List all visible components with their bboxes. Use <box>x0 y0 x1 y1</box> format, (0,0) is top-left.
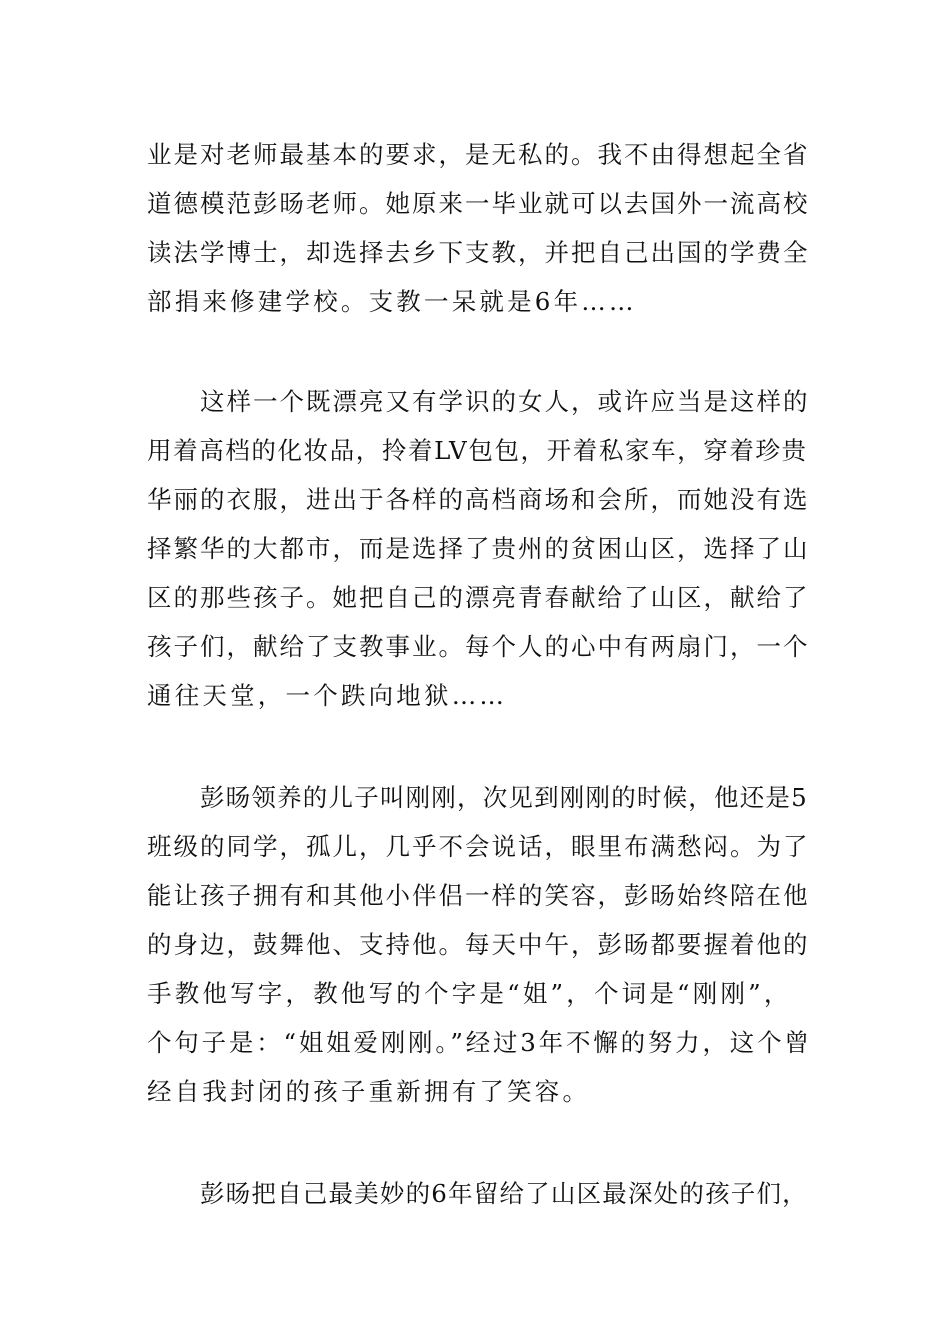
text-line: 彭旸领养的儿子叫刚刚，次见到刚刚的时候，他还是5 <box>200 783 808 812</box>
text-line: 经自我封闭的孩子重新拥有了笑容。 <box>147 1077 591 1106</box>
text-line: 通往天堂，一个跌向地狱…… <box>147 681 508 710</box>
text-line: 的身边，鼓舞他、支持他。每天中午，彭旸都要握着他的 <box>147 930 810 959</box>
text-line: 道德模范彭旸老师。她原来一毕业就可以去国外一流高校 <box>147 189 810 218</box>
paragraph-4 <box>147 1169 812 1218</box>
text-line: 择繁华的大都市，而是选择了贵州的贫困山区，选择了山 <box>147 534 810 563</box>
text-line: 业是对老师最基本的要求，是无私的。我不由得想起全省 <box>147 140 810 169</box>
text-line: 区的那些孩子。她把自己的漂亮青春献给了山区，献给了 <box>147 583 810 612</box>
text-line: 孩子们，献给了支教事业。每个人的心中有两扇门，一个 <box>147 632 810 661</box>
paragraph-3 <box>147 773 812 1116</box>
text-line: 个句子是：“姐姐爱刚刚。”经过3年不懈的努力，这个曾 <box>147 1028 812 1057</box>
text-line: 华丽的衣服，进出于各样的高档商场和会所，而她没有选 <box>147 485 810 514</box>
paragraph-1 <box>147 130 812 326</box>
text-line: 彭旸把自己最美妙的6年留给了山区最深处的孩子们， <box>200 1179 808 1208</box>
text-line: 读法学博士，却选择去乡下支教，并把自己出国的学费全 <box>147 238 810 267</box>
text-line: 部捐来修建学校。支教一呆就是6年…… <box>147 287 637 316</box>
text-line: 能让孩子拥有和其他小伴侣一样的笑容，彭旸始终陪在他 <box>147 881 810 910</box>
text-line: 这样一个既漂亮又有学识的女人，或许应当是这样的 <box>200 387 810 416</box>
text-line: 班级的同学，孤儿，几乎不会说话，眼里布满愁闷。为了 <box>147 832 810 861</box>
text-line: 用着高档的化妆品，拎着LV包包，开着私家车，穿着珍贵 <box>147 436 808 465</box>
text-line: 手教他写字，教他写的个字是“姐”，个词是“刚刚”， <box>147 979 792 1008</box>
paragraph-2 <box>147 377 812 720</box>
